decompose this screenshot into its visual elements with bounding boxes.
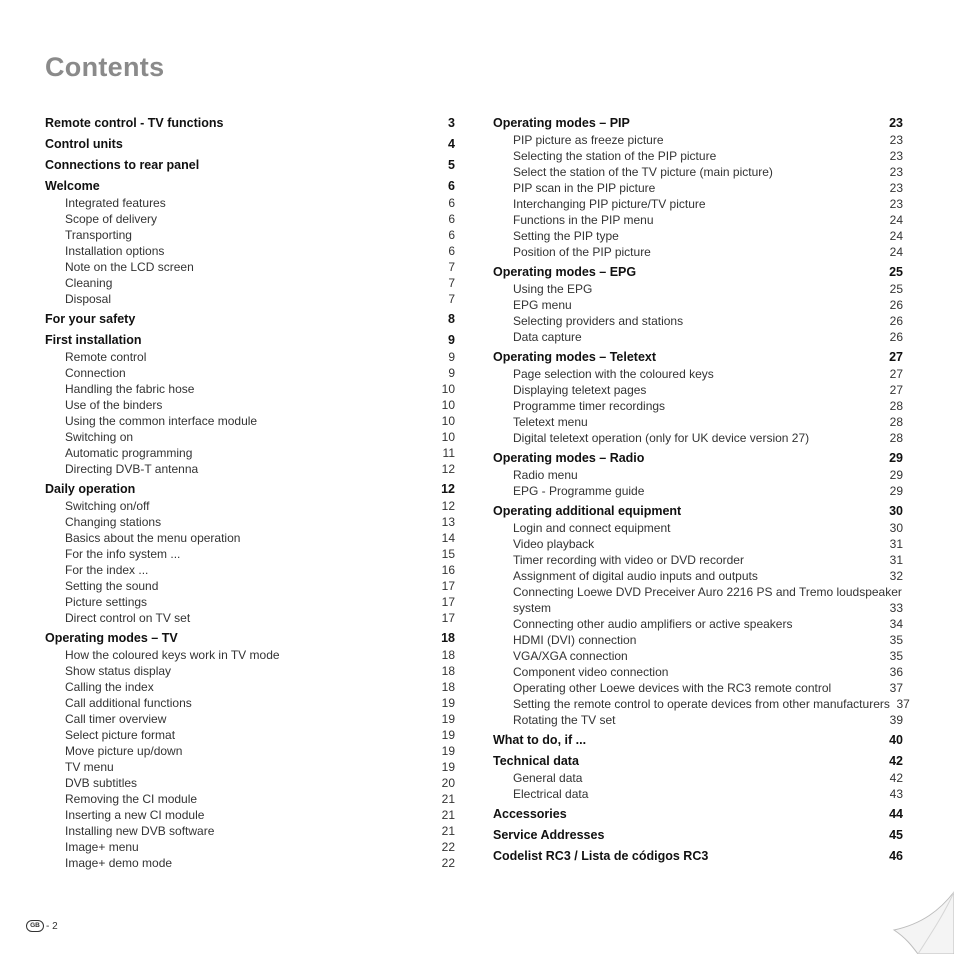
toc-entry[interactable] xyxy=(493,483,903,499)
toc-section xyxy=(45,178,455,307)
toc-entry-page: 26 xyxy=(889,330,903,344)
toc-entry[interactable] xyxy=(493,770,903,786)
toc-entry-page: 17 xyxy=(441,579,455,593)
toc-entry-page: 28 xyxy=(889,431,903,445)
toc-entry[interactable] xyxy=(493,632,903,648)
toc-entry[interactable] xyxy=(45,259,455,275)
toc-entry-label: Installing new DVB software xyxy=(65,824,215,838)
toc-section-page: 46 xyxy=(889,849,903,863)
toc-entry-label: HDMI (DVI) connection xyxy=(513,633,637,647)
toc-section-heading[interactable] xyxy=(493,450,903,467)
toc-section-page: 8 xyxy=(448,312,455,326)
toc-section-page: 18 xyxy=(441,631,455,645)
toc-entry[interactable] xyxy=(493,467,903,483)
toc-section-heading[interactable] xyxy=(493,848,903,865)
toc-entry-label: Call timer overview xyxy=(65,712,167,726)
toc-section-title: Technical data xyxy=(493,754,579,768)
toc-section-title: Welcome xyxy=(45,179,100,193)
toc-entry-page: 23 xyxy=(889,133,903,147)
toc-entry-label: EPG - Programme guide xyxy=(513,484,645,498)
toc-section-heading[interactable] xyxy=(45,136,455,153)
toc-section xyxy=(45,136,455,153)
toc-entry[interactable] xyxy=(45,743,455,759)
gb-language-icon: GB xyxy=(26,920,44,932)
toc-section-heading[interactable] xyxy=(493,827,903,844)
toc-entry-label: Teletext menu xyxy=(513,415,588,429)
toc-entry[interactable] xyxy=(45,429,455,445)
toc-section-heading[interactable] xyxy=(493,503,903,520)
toc-section-title: Remote control - TV functions xyxy=(45,116,224,130)
toc-entry-page: 19 xyxy=(441,712,455,726)
page-footer xyxy=(26,920,58,932)
toc-entry-label: Changing stations xyxy=(65,515,162,529)
toc-entry[interactable] xyxy=(45,445,455,461)
toc-entry[interactable] xyxy=(493,664,903,680)
toc-entry[interactable] xyxy=(493,297,903,313)
toc-entry[interactable] xyxy=(45,594,455,610)
toc-entry-page: 36 xyxy=(889,665,903,679)
toc-section-page: 4 xyxy=(448,137,455,151)
toc-entry-page: 21 xyxy=(441,808,455,822)
toc-section-heading[interactable] xyxy=(493,349,903,366)
toc-entry[interactable] xyxy=(45,562,455,578)
toc-section-page: 12 xyxy=(441,482,455,496)
toc-entry[interactable] xyxy=(45,578,455,594)
toc-entry[interactable] xyxy=(493,313,903,329)
toc-section-title: What to do, if ... xyxy=(493,733,587,747)
toc-entry[interactable] xyxy=(493,552,903,568)
toc-entry[interactable] xyxy=(493,648,903,664)
toc-entry[interactable] xyxy=(493,786,903,802)
toc-entry-page: 19 xyxy=(441,760,455,774)
toc-entry[interactable] xyxy=(493,228,903,244)
toc-entry[interactable] xyxy=(493,680,903,696)
toc-column-left xyxy=(45,114,455,875)
toc-entry-label: Integrated features xyxy=(65,196,166,210)
toc-entry[interactable] xyxy=(45,275,455,291)
toc-entry-page: 23 xyxy=(889,197,903,211)
toc-entry-page: 10 xyxy=(441,382,455,396)
toc-entry-label: Transporting xyxy=(65,228,132,242)
toc-entry[interactable] xyxy=(493,536,903,552)
toc-section-page: 25 xyxy=(889,265,903,279)
toc-section-heading[interactable] xyxy=(493,732,903,749)
toc-section-heading[interactable] xyxy=(45,481,455,498)
toc-entry-page: 6 xyxy=(448,244,455,258)
toc-entry[interactable] xyxy=(45,349,455,365)
toc-entry-page: 7 xyxy=(448,292,455,306)
toc-entry-page: 17 xyxy=(441,595,455,609)
toc-section xyxy=(493,115,903,260)
toc-entry-page: 34 xyxy=(889,617,903,631)
toc-section-title: Connections to rear panel xyxy=(45,158,200,172)
toc-entry-label: Direct control on TV set xyxy=(65,611,191,625)
toc-entry-label: Digital teletext operation (only for UK device version 27) xyxy=(513,431,810,445)
toc-entry-page: 18 xyxy=(441,648,455,662)
toc-section-heading[interactable] xyxy=(493,264,903,281)
toc-entry-page: 17 xyxy=(441,611,455,625)
toc-entry-page: 10 xyxy=(441,414,455,428)
toc-entry-label: Selecting providers and stations xyxy=(513,314,684,328)
page-title: Contents xyxy=(45,52,165,82)
toc-entry[interactable] xyxy=(493,366,903,382)
toc-entry[interactable] xyxy=(45,211,455,227)
toc-entry[interactable] xyxy=(45,546,455,562)
toc-section-page: 45 xyxy=(889,828,903,842)
toc-entry-label: Calling the index xyxy=(65,680,154,694)
toc-section-heading[interactable] xyxy=(493,806,903,823)
toc-entry-page: 13 xyxy=(441,515,455,529)
toc-section-page: 40 xyxy=(889,733,903,747)
toc-section xyxy=(45,630,455,871)
toc-entry[interactable] xyxy=(493,244,903,260)
toc-entry[interactable] xyxy=(45,839,455,855)
toc-section-page: 30 xyxy=(889,504,903,518)
toc-section-title: Operating modes – EPG xyxy=(493,265,637,279)
toc-section-heading[interactable] xyxy=(45,311,455,328)
toc-entry-label: Call additional functions xyxy=(65,696,192,710)
toc-entry[interactable] xyxy=(45,727,455,743)
toc-entry-label: How the coloured keys work in TV mode xyxy=(65,648,280,662)
toc-entry-page: 10 xyxy=(441,398,455,412)
toc-entry-label: Connecting other audio amplifiers or active speakers xyxy=(513,617,793,631)
toc-column-right xyxy=(493,114,910,869)
toc-entry[interactable] xyxy=(45,397,455,413)
toc-section xyxy=(493,848,903,865)
toc-entry[interactable] xyxy=(493,212,903,228)
toc-entry[interactable] xyxy=(493,568,903,584)
toc-entry[interactable] xyxy=(493,584,903,616)
toc-section-page: 27 xyxy=(889,350,903,364)
toc-entry-page: 6 xyxy=(448,196,455,210)
toc-entry-label: Cleaning xyxy=(65,276,113,290)
toc-entry-label: Programme timer recordings xyxy=(513,399,666,413)
toc-entry[interactable] xyxy=(493,414,903,430)
toc-section xyxy=(493,349,903,446)
toc-entry[interactable] xyxy=(45,647,455,663)
toc-entry[interactable] xyxy=(493,398,903,414)
toc-entry-page: 21 xyxy=(441,824,455,838)
toc-entry-page: 39 xyxy=(889,713,903,727)
toc-entry-label: Timer recording with video or DVD recorder xyxy=(513,553,744,567)
toc-entry-page: 9 xyxy=(448,350,455,364)
toc-entry-label: Remote control xyxy=(65,350,147,364)
toc-entry-label: Connecting Loewe DVD Preceiver Auro 2216 PS and Tremo loudspeaker system xyxy=(513,585,902,615)
toc-entry-label: Picture settings xyxy=(65,595,148,609)
toc-entry-page: 24 xyxy=(889,229,903,243)
toc-entry-label: Operating other Loewe devices with the RC3 remote control xyxy=(513,681,832,695)
toc-entry-page: 32 xyxy=(889,569,903,583)
toc-entry-page: 30 xyxy=(889,521,903,535)
toc-entry[interactable] xyxy=(493,329,903,345)
toc-entry-label: Disposal xyxy=(65,292,112,306)
toc-section-heading[interactable] xyxy=(45,630,455,647)
toc-section-title: Accessories xyxy=(493,807,567,821)
toc-entry[interactable] xyxy=(493,382,903,398)
toc-entry[interactable] xyxy=(45,514,455,530)
toc-entry-label: Select picture format xyxy=(65,728,176,742)
toc-entry[interactable] xyxy=(45,855,455,871)
toc-section xyxy=(45,481,455,626)
toc-entry-label: PIP picture as freeze picture xyxy=(513,133,664,147)
toc-entry-label: Connection xyxy=(65,366,126,380)
toc-entry-page: 29 xyxy=(889,468,903,482)
toc-entry-page: 37 xyxy=(889,681,903,695)
toc-entry-label: Use of the binders xyxy=(65,398,163,412)
toc-entry-page: 9 xyxy=(448,366,455,380)
toc-entry-label: Removing the CI module xyxy=(65,792,198,806)
toc-entry-page: 7 xyxy=(448,276,455,290)
toc-entry-label: Move picture up/down xyxy=(65,744,183,758)
toc-entry-page: 12 xyxy=(441,462,455,476)
toc-entry[interactable] xyxy=(493,430,903,446)
toc-entry-label: Displaying teletext pages xyxy=(513,383,647,397)
toc-entry[interactable] xyxy=(45,227,455,243)
toc-entry-page: 24 xyxy=(889,245,903,259)
toc-entry-label: Using the EPG xyxy=(513,282,593,296)
toc-entry[interactable] xyxy=(45,291,455,307)
toc-section-title: First installation xyxy=(45,333,142,347)
toc-entry[interactable] xyxy=(45,791,455,807)
toc-entry-page: 43 xyxy=(889,787,903,801)
toc-entry-page: 24 xyxy=(889,213,903,227)
toc-entry-label: Inserting a new CI module xyxy=(65,808,205,822)
toc-entry-page: 23 xyxy=(889,181,903,195)
toc-entry-page: 10 xyxy=(441,430,455,444)
toc-entry[interactable] xyxy=(493,180,903,196)
toc-entry-label: For the info system ... xyxy=(65,547,181,561)
toc-entry[interactable] xyxy=(45,695,455,711)
toc-section xyxy=(45,332,455,477)
toc-entry[interactable] xyxy=(45,663,455,679)
toc-entry-label: VGA/XGA connection xyxy=(513,649,628,663)
toc-section-title: Operating modes – TV xyxy=(45,631,178,645)
toc-section xyxy=(45,115,455,132)
toc-section-heading[interactable] xyxy=(45,115,455,132)
toc-entry-page: 27 xyxy=(889,383,903,397)
toc-section xyxy=(493,753,903,802)
toc-section-heading[interactable] xyxy=(493,115,903,132)
toc-entry-page: 18 xyxy=(441,664,455,678)
toc-section-page: 3 xyxy=(448,116,455,130)
toc-entry-label: Position of the PIP picture xyxy=(513,245,651,259)
toc-entry[interactable] xyxy=(45,413,455,429)
toc-entry-page: 6 xyxy=(448,228,455,242)
toc-entry-label: General data xyxy=(513,771,583,785)
toc-section-page: 42 xyxy=(889,754,903,768)
toc-entry-label: Functions in the PIP menu xyxy=(513,213,654,227)
toc-entry-page: 26 xyxy=(889,314,903,328)
toc-entry-label: Assignment of digital audio inputs and outputs xyxy=(513,569,758,583)
toc-entry-page: 28 xyxy=(889,399,903,413)
toc-entry-page: 23 xyxy=(889,165,903,179)
toc-entry-page: 18 xyxy=(441,680,455,694)
toc-section xyxy=(45,311,455,328)
toc-entry[interactable] xyxy=(45,498,455,514)
toc-entry-label: Page selection with the coloured keys xyxy=(513,367,714,381)
toc-entry[interactable] xyxy=(45,243,455,259)
toc-entry-page: 14 xyxy=(441,531,455,545)
toc-entry-label: DVB subtitles xyxy=(65,776,138,790)
toc-entry-page: 11 xyxy=(442,446,455,460)
toc-section-title: Codelist RC3 / Lista de códigos RC3 xyxy=(493,849,709,863)
toc-section xyxy=(493,503,910,728)
toc-entry-label: Handling the fabric hose xyxy=(65,382,195,396)
toc-entry-label: Basics about the menu operation xyxy=(65,531,241,545)
toc-section-title: Operating modes – Teletext xyxy=(493,350,657,364)
toc-entry-label: Setting the sound xyxy=(65,579,159,593)
toc-section xyxy=(493,264,903,345)
toc-section xyxy=(493,806,903,823)
toc-entry-label: Setting the remote control to operate devices from other manufacturers xyxy=(513,697,890,711)
toc-section-heading[interactable] xyxy=(45,332,455,349)
toc-section xyxy=(493,827,903,844)
toc-section-page: 23 xyxy=(889,116,903,130)
toc-entry-label: TV menu xyxy=(65,760,114,774)
toc-entry-label: Switching on/off xyxy=(65,499,150,513)
toc-entry-page: 25 xyxy=(889,282,903,296)
toc-entry-label: Rotating the TV set xyxy=(513,713,616,727)
toc-entry[interactable] xyxy=(45,775,455,791)
toc-entry[interactable] xyxy=(493,164,903,180)
toc-entry-page: 23 xyxy=(889,149,903,163)
toc-entry[interactable] xyxy=(45,679,455,695)
toc-section xyxy=(493,732,903,749)
toc-entry-page: 33 xyxy=(889,601,903,615)
toc-entry-page: 31 xyxy=(889,553,903,567)
page-number: - 2 xyxy=(46,920,58,932)
toc-entry-label: For the index ... xyxy=(65,563,149,577)
toc-entry-label: Setting the PIP type xyxy=(513,229,619,243)
toc-entry[interactable] xyxy=(493,616,903,632)
toc-entry[interactable] xyxy=(493,712,903,728)
toc-entry[interactable] xyxy=(45,195,455,211)
toc-entry[interactable] xyxy=(45,381,455,397)
toc-section-heading[interactable] xyxy=(45,178,455,195)
toc-entry-label: Radio menu xyxy=(513,468,578,482)
toc-entry-page: 16 xyxy=(441,563,455,577)
page-curl-icon xyxy=(892,888,954,954)
toc-entry-label: Component video connection xyxy=(513,665,669,679)
toc-section-page: 6 xyxy=(448,179,455,193)
toc-section-title: Operating modes – PIP xyxy=(493,116,630,130)
toc-entry-page: 28 xyxy=(889,415,903,429)
toc-entry-label: Data capture xyxy=(513,330,582,344)
toc-entry[interactable] xyxy=(493,132,903,148)
toc-section xyxy=(493,450,903,499)
toc-entry[interactable] xyxy=(45,711,455,727)
toc-entry-label: Switching on xyxy=(65,430,134,444)
toc-entry[interactable] xyxy=(493,696,910,712)
toc-entry-label: Selecting the station of the PIP picture xyxy=(513,149,717,163)
toc-section xyxy=(45,157,455,174)
toc-entry[interactable] xyxy=(493,281,903,297)
toc-entry[interactable] xyxy=(45,610,455,626)
toc-entry-label: Installation options xyxy=(65,244,165,258)
toc-entry-label: Select the station of the TV picture (main picture) xyxy=(513,165,773,179)
toc-entry-page: 37 xyxy=(896,697,910,711)
toc-entry-page: 12 xyxy=(441,499,455,513)
toc-entry-label: EPG menu xyxy=(513,298,572,312)
toc-section-heading[interactable] xyxy=(493,753,903,770)
toc-entry-page: 7 xyxy=(448,260,455,274)
toc-entry[interactable] xyxy=(45,823,455,839)
toc-section-page: 9 xyxy=(448,333,455,347)
toc-entry-page: 19 xyxy=(441,744,455,758)
toc-entry[interactable] xyxy=(45,759,455,775)
toc-entry[interactable] xyxy=(45,365,455,381)
toc-section-page: 29 xyxy=(889,451,903,465)
toc-entry-page: 27 xyxy=(889,367,903,381)
toc-section-title: Operating additional equipment xyxy=(493,504,682,518)
toc-entry-page: 22 xyxy=(441,840,455,854)
toc-entry-label: Electrical data xyxy=(513,787,589,801)
toc-entry-label: Show status display xyxy=(65,664,172,678)
toc-section-title: For your safety xyxy=(45,312,136,326)
toc-section-title: Service Addresses xyxy=(493,828,605,842)
toc-entry[interactable] xyxy=(45,807,455,823)
toc-entry-page: 19 xyxy=(441,728,455,742)
toc-entry-page: 19 xyxy=(441,696,455,710)
toc-entry-label: PIP scan in the PIP picture xyxy=(513,181,656,195)
toc-entry-label: Using the common interface module xyxy=(65,414,258,428)
toc-entry-page: 20 xyxy=(441,776,455,790)
toc-section-heading[interactable] xyxy=(45,157,455,174)
toc-entry-page: 35 xyxy=(889,633,903,647)
toc-entry-label: Automatic programming xyxy=(65,446,193,460)
toc-entry-label: Note on the LCD screen xyxy=(65,260,194,274)
toc-entry-page: 35 xyxy=(889,649,903,663)
toc-entry-label: Directing DVB-T antenna xyxy=(65,462,199,476)
toc-entry[interactable] xyxy=(493,196,903,212)
toc-entry-label: Video playback xyxy=(513,537,595,551)
toc-entry-page: 21 xyxy=(441,792,455,806)
toc-section-title: Operating modes – Radio xyxy=(493,451,645,465)
toc-entry-page: 22 xyxy=(441,856,455,870)
toc-entry[interactable] xyxy=(493,148,903,164)
toc-section-page: 5 xyxy=(448,158,455,172)
toc-entry-page: 29 xyxy=(889,484,903,498)
toc-entry-page: 26 xyxy=(889,298,903,312)
toc-section-title: Control units xyxy=(45,137,123,151)
toc-section-page: 44 xyxy=(889,807,903,821)
toc-section-title: Daily operation xyxy=(45,482,136,496)
toc-entry-label: Login and connect equipment xyxy=(513,521,671,535)
toc-entry-page: 31 xyxy=(889,537,903,551)
toc-entry-label: Interchanging PIP picture/TV picture xyxy=(513,197,706,211)
toc-entry[interactable] xyxy=(45,530,455,546)
toc-entry-page: 42 xyxy=(889,771,903,785)
toc-entry[interactable] xyxy=(493,520,903,536)
toc-entry-label: Scope of delivery xyxy=(65,212,158,226)
toc-entry[interactable] xyxy=(45,461,455,477)
toc-entry-page: 15 xyxy=(441,547,455,561)
toc-entry-label: Image+ demo mode xyxy=(65,856,173,870)
toc-entry-label: Image+ menu xyxy=(65,840,139,854)
toc-entry-page: 6 xyxy=(448,212,455,226)
